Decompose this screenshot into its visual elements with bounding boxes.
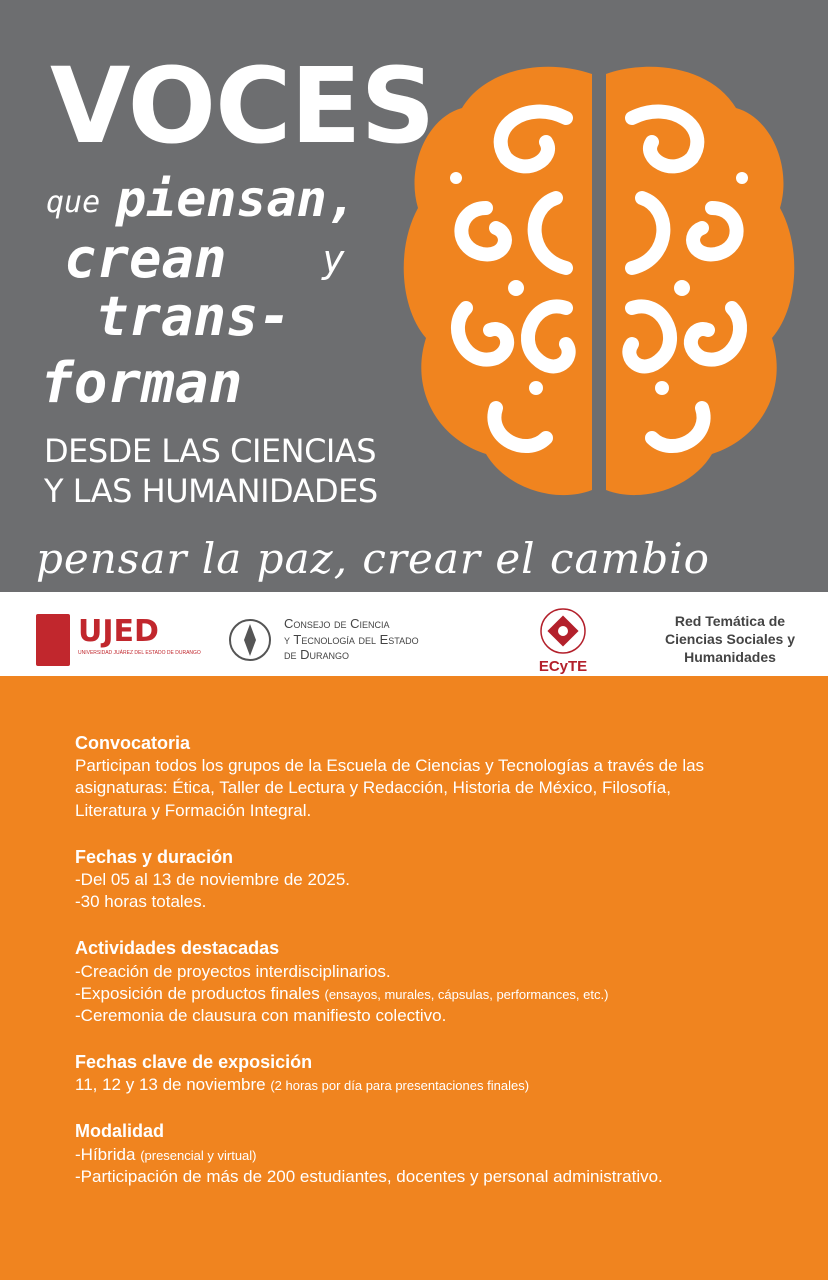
section-fechas-clave <box>75 1051 775 1096</box>
hand-text-que: que <box>46 185 101 220</box>
line-note: (2 horas por día para presentaciones finales) <box>270 1078 530 1094</box>
event-title: VOCES <box>50 45 435 167</box>
section-line: Participan todos los grupos de la Escuela de Ciencias y Tecnologías a través de las <box>75 756 705 776</box>
ujed-full-name: UNIVERSIDAD JUÁREZ DEL ESTADO DE DURANGO <box>78 650 201 656</box>
hand-text-trans: trans- <box>96 285 292 348</box>
section-line: asignaturas: Ética, Taller de Lectura y Redacción, Historia de México, Filosofía, <box>75 778 671 798</box>
ecyte-logo <box>530 606 596 676</box>
ecyte-name: ECyTE <box>538 658 588 675</box>
ecyte-emblem-icon <box>538 606 588 656</box>
section-line: -Del 05 al 13 de noviembre de 2025. <box>75 870 351 890</box>
cocyted-emblem-icon <box>226 616 274 664</box>
section-modalidad <box>75 1120 775 1188</box>
ujed-logo <box>36 614 201 666</box>
tagline: pensar la paz, crear el cambio <box>36 534 710 583</box>
section-line: -30 horas totales. <box>75 892 207 912</box>
brain-illustration <box>396 58 802 508</box>
cocyted-line-1: Consejo de Ciencia <box>284 616 390 631</box>
subtitle-line-2: Y LAS HUMANIDADES <box>44 472 378 510</box>
section-line: -Creación de proyectos interdisciplinarios. <box>75 961 391 981</box>
section-convocatoria <box>75 732 775 822</box>
line-main: -Híbrida <box>75 1144 141 1164</box>
section-line <box>75 1074 775 1096</box>
cocyted-logo <box>226 616 486 664</box>
section-line <box>75 1144 775 1166</box>
section-heading: Convocatoria <box>75 733 191 753</box>
red-tematica-label <box>640 612 820 667</box>
section-heading: Modalidad <box>75 1121 164 1142</box>
hand-text-crean: crean <box>64 227 227 290</box>
hand-text-forman: forman <box>40 351 243 416</box>
section-line: Literatura y Formación Integral. <box>75 800 312 820</box>
logo-band-separator <box>0 592 828 600</box>
hand-text-y: y <box>322 237 345 281</box>
ujed-seal-icon <box>36 614 70 666</box>
section-actividades <box>75 937 775 1027</box>
cocyted-line-3: de Durango <box>284 647 350 663</box>
section-heading: Fechas clave de exposición <box>75 1051 313 1072</box>
hero-banner <box>0 0 828 592</box>
section-line <box>75 983 775 1005</box>
red-tematica-line-3: Humanidades <box>684 649 776 666</box>
red-tematica-line-2: Ciencias Sociales y <box>665 631 795 648</box>
line-note: (ensayos, murales, cápsulas, performances, etc.) <box>324 986 609 1002</box>
cocyted-name <box>284 616 419 663</box>
red-tematica-line-1: Red Temática de <box>674 613 786 629</box>
section-line: -Participación de más de 200 estudiantes, docentes y personal administrativo. <box>75 1166 663 1186</box>
cocyted-line-2: y Tecnología del Estado <box>284 631 419 647</box>
section-line: -Ceremonia de clausura con manifiesto colectivo. <box>75 1005 447 1025</box>
hand-text-piensan: piensan, <box>116 170 357 228</box>
ujed-name: UJED <box>78 614 159 649</box>
line-main: 11, 12 y 13 de noviembre <box>75 1075 271 1095</box>
section-fechas-duracion <box>75 846 775 914</box>
section-heading: Actividades destacadas <box>75 938 280 959</box>
section-heading: Fechas y duración <box>75 846 234 867</box>
line-note: (presencial y virtual) <box>140 1147 257 1163</box>
event-details <box>75 732 775 1212</box>
subtitle-line-1: DESDE LAS CIENCIAS <box>44 432 377 470</box>
line-main: -Exposición de productos finales <box>75 983 325 1003</box>
